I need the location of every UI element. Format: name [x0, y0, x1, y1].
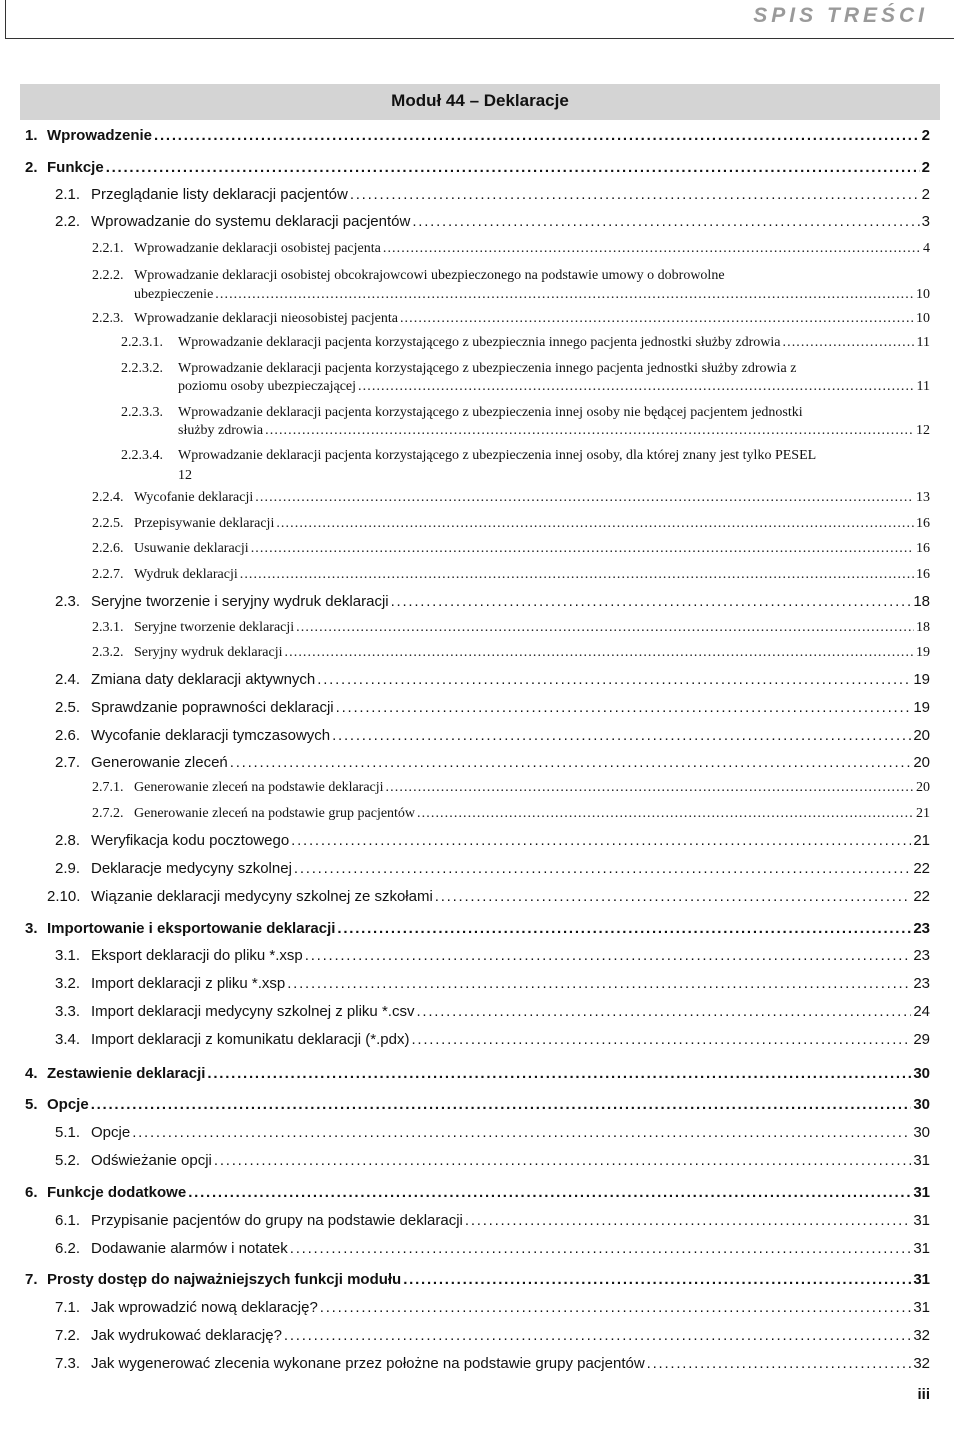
toc-entry-2-3[interactable]: 2.3. Seryjne tworzenie i seryjny wydruk deklaracji . . . 18	[55, 593, 930, 610]
toc-entry-2[interactable]: 2. Funkcje . . . 2	[25, 159, 930, 176]
toc-entry-2-6[interactable]: 2.6. Wycofanie deklaracji tymczasowych . . . 20	[55, 727, 930, 744]
toc-entry-2-2-3-4-line1[interactable]: 2.2.3.4. Wprowadzanie deklaracji pacjenta korzystającego z ubezpieczenia innej osoby, dla której znany jest tylko PESEL	[121, 448, 817, 463]
toc-entry-7-2[interactable]: 7.2. Jak wydrukować deklarację? . . . 32	[55, 1327, 930, 1344]
toc-entry-3-2[interactable]: 3.2. Import deklaracji z pliku *.xsp . . . 23	[55, 975, 930, 992]
section-title: SPIS TREŚCI	[753, 4, 928, 27]
toc-entry-3-3[interactable]: 3.3. Import deklaracji medycyny szkolnej z pliku *.csv . . . 24	[55, 1003, 930, 1020]
toc-entry-2-2[interactable]: 2.2. Wprowadzanie do systemu deklaracji pacjentów . . . 3	[55, 213, 930, 230]
toc-entry-2-2-3-3[interactable]: służby zdrowia . . . 12	[178, 423, 930, 439]
toc-entry-5-2[interactable]: 5.2. Odświeżanie opcji . . . 31	[55, 1152, 930, 1169]
toc-entry-7-1[interactable]: 7.1. Jak wprowadzić nową deklarację? . . . 31	[55, 1299, 930, 1316]
toc-entry-7-3[interactable]: 7.3. Jak wygenerować zlecenia wykonane przez położne na podstawie grupy pacjentów . . . 32	[55, 1355, 930, 1372]
toc-entry-2-3-1[interactable]: 2.3.1. Seryjne tworzenie deklaracji . . . 18	[92, 620, 930, 636]
toc-entry-5[interactable]: 5. Opcje . . . 30	[25, 1096, 930, 1113]
toc-entry-3-4[interactable]: 3.4. Import deklaracji z komunikatu deklaracji (*.pdx) . . . 29	[55, 1031, 930, 1048]
toc-entry-2-2-2[interactable]: ubezpieczenie . . . 10	[134, 287, 930, 303]
toc-entry-2-2-3-2-line1: 2.2.3.2. Wprowadzanie deklaracji pacjenta korzystającego z ubezpieczenia innego pacjenta jednostki służby zdrowia z	[121, 361, 797, 376]
toc-entry-2-2-2-line1: 2.2.2. Wprowadzanie deklaracji osobistej obcokrajowcowi ubezpieczonego na podstawie umowy o dobrowolne	[92, 268, 725, 283]
toc-entry-2-4[interactable]: 2.4. Zmiana daty deklaracji aktywnych . . . 19	[55, 671, 930, 688]
toc-entry-2-2-7[interactable]: 2.2.7. Wydruk deklaracji . . . 16	[92, 567, 930, 583]
toc-entry-2-1[interactable]: 2.1. Przeglądanie listy deklaracji pacjentów . . . 2	[55, 186, 930, 203]
toc-entry-6-2[interactable]: 6.2. Dodawanie alarmów i notatek . . . 31	[55, 1240, 930, 1257]
toc-entry-2-2-5[interactable]: 2.2.5. Przepisywanie deklaracji . . . 16	[92, 516, 930, 532]
toc-entry-3-1[interactable]: 3.1. Eksport deklaracji do pliku *.xsp . . . 23	[55, 947, 930, 964]
module-title: Moduł 44 – Deklaracje	[391, 91, 569, 110]
toc-entry-6[interactable]: 6. Funkcje dodatkowe . . . 31	[25, 1184, 930, 1201]
toc-entry-3[interactable]: 3. Importowanie i eksportowanie deklaracji . . . 23	[25, 920, 930, 937]
toc-entry-2-7-2[interactable]: 2.7.2. Generowanie zleceń na podstawie grup pacjentów . . . 21	[92, 806, 930, 822]
toc-entry-6-1[interactable]: 6.1. Przypisanie pacjentów do grupy na podstawie deklaracji . . . 31	[55, 1212, 930, 1229]
toc-entry-5-1[interactable]: 5.1. Opcje . . . 30	[55, 1124, 930, 1141]
toc-entry-2-7[interactable]: 2.7. Generowanie zleceń . . . 20	[55, 754, 930, 771]
toc-entry-2-9[interactable]: 2.9. Deklaracje medycyny szkolnej . . . 22	[55, 860, 930, 877]
toc-entry-2-3-2[interactable]: 2.3.2. Seryjny wydruk deklaracji . . . 19	[92, 645, 930, 661]
toc-entry-2-8[interactable]: 2.8. Weryfikacja kodu pocztowego . . . 21	[55, 832, 930, 849]
toc-entry-2-2-6[interactable]: 2.2.6. Usuwanie deklaracji . . . 16	[92, 541, 930, 557]
toc-entry-2-2-3-4-page: 12	[178, 468, 192, 483]
toc-entry-2-2-3-1[interactable]: 2.2.3.1. Wprowadzanie deklaracji pacjenta korzystającego z ubezpiecznia innego pacjenta jednostki służby zdrowia . . . 11	[121, 335, 930, 351]
page-number: iii	[917, 1386, 930, 1403]
toc-entry-2-2-3-3-line1: 2.2.3.3. Wprowadzanie deklaracji pacjenta korzystającego z ubezpieczenia innej osoby nie będącej pacjentem jednostki	[121, 405, 803, 420]
toc-entry-2-2-4[interactable]: 2.2.4. Wycofanie deklaracji . . . 13	[92, 490, 930, 506]
toc-entry-2-2-3-2[interactable]: poziomu osoby ubezpieczającej . . . 11	[178, 379, 930, 395]
toc-entry-7[interactable]: 7. Prosty dostęp do najważniejszych funkcji modułu . . . 31	[25, 1271, 930, 1288]
toc-entry-2-2-3[interactable]: 2.2.3. Wprowadzanie deklaracji nieosobistej pacjenta . . . 10	[92, 311, 930, 327]
toc-entry-1[interactable]: 1. Wprowadzenie . . . 2	[25, 127, 930, 144]
toc-entry-2-2-1[interactable]: 2.2.1. Wprowadzanie deklaracji osobistej pacjenta . . . 4	[92, 241, 930, 257]
toc-entry-4[interactable]: 4. Zestawienie deklaracji . . . 30	[25, 1065, 930, 1082]
toc-entry-2-10[interactable]: 2.10. Wiązanie deklaracji medycyny szkolnej ze szkołami . . . 22	[47, 888, 930, 905]
toc-entry-2-5[interactable]: 2.5. Sprawdzanie poprawności deklaracji . . . 19	[55, 699, 930, 716]
toc-entry-2-7-1[interactable]: 2.7.1. Generowanie zleceń na podstawie deklaracji . . . 20	[92, 780, 930, 796]
